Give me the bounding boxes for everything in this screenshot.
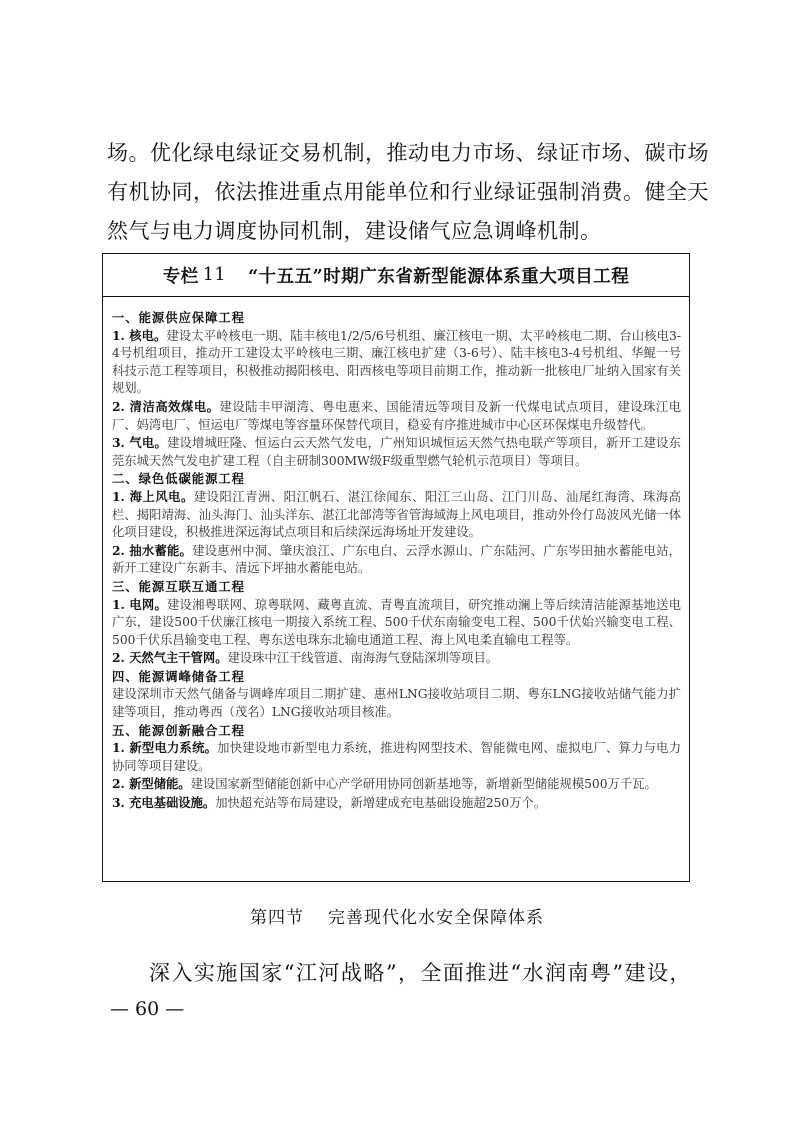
project-item-label: 1. 海上风电。 <box>112 488 194 504</box>
project-item-text: 建设深圳市天然气储备与调峰库项目二期扩建、惠州LNG接收站项目二期、粤东LNG接收站储气能力扩建等项目，推动粤西（茂名）LNG接收站项目核准。 <box>112 687 681 720</box>
project-item <box>112 596 681 650</box>
project-column-box <box>102 253 690 882</box>
project-item-text: 建设增城旺隆、恒运白云天然气发电，广州知识城恒运天然气热电联产等项目，新开工建设东莞东城天然气发电扩建工程（自主研制300MW级F级重型燃气轮机示范项目）等项目。 <box>112 436 681 468</box>
box-body <box>103 297 689 813</box>
box-section-heading: 三、能源互联互通工程 <box>112 578 245 594</box>
paragraph-line: 场。优化绿电绿证交易机制，推动电力市场、绿证市场、碳市场 <box>107 141 709 165</box>
box-section-heading: 五、能源创新融合工程 <box>112 722 245 738</box>
box-number: 11 <box>202 265 227 285</box>
project-item-text: 建设太平岭核电一期、陆丰核电1/2/5/6号机组、廉江核电一期、太平岭核电二期、台山核电3-4号机组项目，推动开工建设太平岭核电三期、廉江核电扩建（3-6号）、陆丰核电3-4号机组、华鲲一号科技示范工程等项目，积极推动揭阳核电、阳西核电等项目前期工作，推动新一批核电厂址纳入国家有关规划。 <box>112 328 681 396</box>
project-item-label: 2. 天然气主干管网。 <box>112 650 228 666</box>
project-item <box>112 398 681 434</box>
project-item-text: 建设国家新型储能创新中心产学研用协同创新基地等，新增新型储能规模500万千瓦。 <box>190 777 657 792</box>
project-item <box>112 434 681 470</box>
project-item-text: 加快建设地市新型电力系统，推进构网型技术、智能微电网、虚拟电厂、算力与电力协同等项目建设。 <box>112 741 681 773</box>
project-item-text: 加快超充站等布局建设，新增建成充电基础设施超250万个。 <box>215 796 547 811</box>
project-item <box>112 649 681 668</box>
project-item-text: 建设湘粤联网、琼粤联网、藏粤直流、青粤直流项目，研究推动澜上等后续清洁能源基地送电广东，建设500千伏廉江核电一期接入系统工程、500千伏东南输变电工程、500千伏始兴输变电工程、500千伏乐昌输变电工程、粤东送电珠东北输电通道工程、海上风电柔直输电工程等。 <box>112 597 681 647</box>
paragraph-line: 然气与电力调度协同机制，建设储气应急调峰机制。 <box>107 219 602 243</box>
paragraph-line: 有机协同，依法推进重点用能单位和行业绿证强制消费。健全天 <box>107 180 709 204</box>
box-section-heading: 四、能源调峰储备工程 <box>112 668 245 684</box>
section-title: 完善现代化水安全保障体系 <box>328 908 544 928</box>
project-item <box>112 794 681 813</box>
box-title-text: “十五五”时期广东省新型能源体系重大项目工程 <box>248 266 630 287</box>
project-item-label: 2. 抽水蓄能。 <box>112 542 193 558</box>
project-item-text: 建设阳江青洲、阳江帆石、湛江徐闻东、阳江三山岛、江门川岛、汕尾红海湾、珠海高栏、揭阳靖海、汕头海门、汕头洋东、湛江北部湾等省管海域海上风电项目，推动外伶仃岛波风光储一体化项目建设，积极推进深远海试点项目和后续深远海场址开发建设。 <box>112 489 681 540</box>
project-item <box>112 685 681 721</box>
project-item <box>112 739 681 775</box>
project-item <box>112 327 681 398</box>
box-section-heading: 一、能源供应保障工程 <box>112 310 245 325</box>
box-section-heading: 二、绿色低碳能源工程 <box>112 471 245 487</box>
section-heading <box>0 903 794 928</box>
page-number: — 60 — <box>110 998 185 1020</box>
project-item-label: 3. 气电。 <box>112 435 167 451</box>
project-item-label: 3. 充电基础设施。 <box>112 795 216 811</box>
project-item <box>112 542 681 578</box>
box-title <box>103 254 689 297</box>
project-item-text: 建设珠中江干线管道、南海海气登陆深圳等项目。 <box>227 651 499 666</box>
body-paragraph: 深入实施国家“江河战略”，全面推进“水润南粤”建设， <box>149 961 691 985</box>
project-item-label: 2. 新型储能。 <box>112 776 191 792</box>
project-item <box>112 775 681 794</box>
project-item-text: 建设惠州中洞、肇庆浪江、广东电白、云浮水源山、广东陆河、广东岑田抽水蓄能电站，新开工建设广东新丰、清远下坪抽水蓄能电站。 <box>112 543 681 576</box>
project-item-label: 1. 电网。 <box>112 596 167 612</box>
project-item <box>112 488 681 542</box>
project-item-label: 1. 新型电力系统。 <box>112 740 218 756</box>
section-number: 第四节 <box>250 908 304 928</box>
project-item-text: 建设陆丰甲湖湾、粤电惠来、国能清远等项目及新一代煤电试点项目，建设珠江电厂、妈湾电厂、恒运电厂等煤电等容量环保替代项目，稳妥有序推进城市中心区环保煤电升级替代。 <box>112 399 681 432</box>
project-item-label: 2. 清洁高效煤电。 <box>112 398 220 414</box>
project-item-label: 1. 核电。 <box>112 327 167 343</box>
box-prefix: 专栏 <box>162 266 199 287</box>
